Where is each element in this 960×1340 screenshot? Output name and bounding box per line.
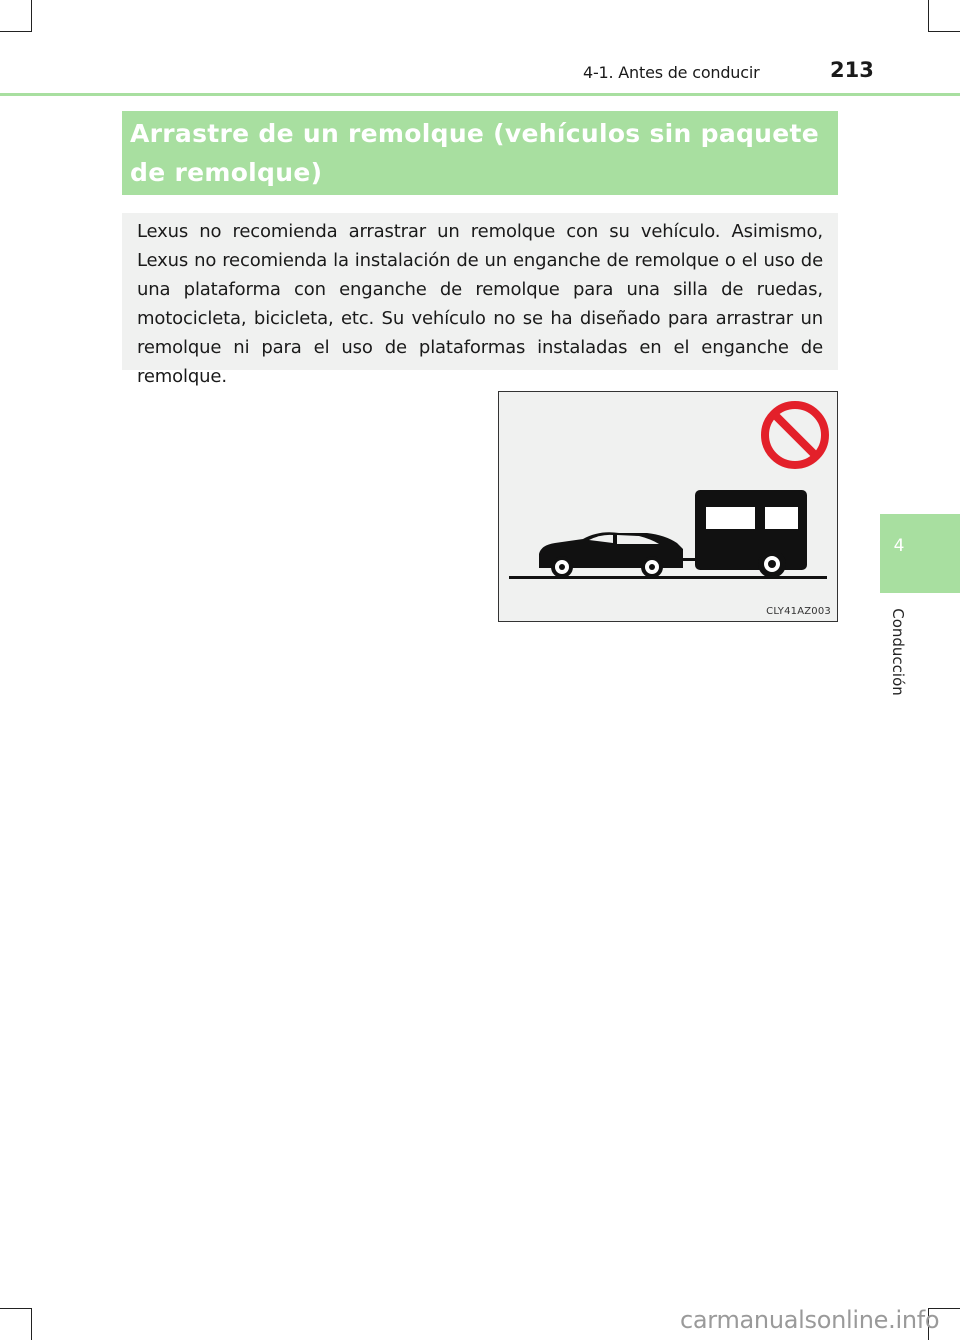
crop-mark [31, 0, 32, 32]
chapter-tab[interactable] [880, 514, 960, 593]
watermark-link[interactable]: carmanualsonline.info [680, 1306, 940, 1334]
crop-mark [0, 1308, 32, 1309]
crop-mark [0, 31, 32, 32]
figure-code: CLY41AZ003 [766, 606, 831, 617]
header-divider [0, 93, 960, 96]
page-number: 213 [830, 58, 874, 82]
chapter-name: Conducción [889, 608, 907, 696]
crop-mark [928, 0, 929, 32]
crop-mark [31, 1308, 32, 1340]
chapter-number: 4 [893, 536, 905, 556]
section-title: Arrastre de un remolque (vehículos sin paquete de remolque) [130, 119, 820, 187]
caution-box [122, 213, 838, 387]
section-breadcrumb: 4-1. Antes de conducir [583, 63, 760, 82]
caution-text: Lexus no recomienda arrastrar un remolque con su vehículo. Asimismo, Lexus no recomienda la instalación de un enganche de remolque o el uso de una plataforma con enganche de remolque para una silla de ruedas, motocicleta, bicicleta, etc. Su vehículo no se ha diseñado para arrastrar un remolque ni para el uso de plataformas instaladas en el enganche de remolque. [137, 221, 823, 387]
crop-mark [928, 31, 960, 32]
prohibition-icon [765, 405, 825, 465]
trailer-icon [675, 490, 807, 578]
towing-drawing [499, 392, 837, 621]
car-icon [539, 532, 683, 578]
towing-illustration [498, 391, 838, 622]
section-heading [122, 111, 838, 195]
